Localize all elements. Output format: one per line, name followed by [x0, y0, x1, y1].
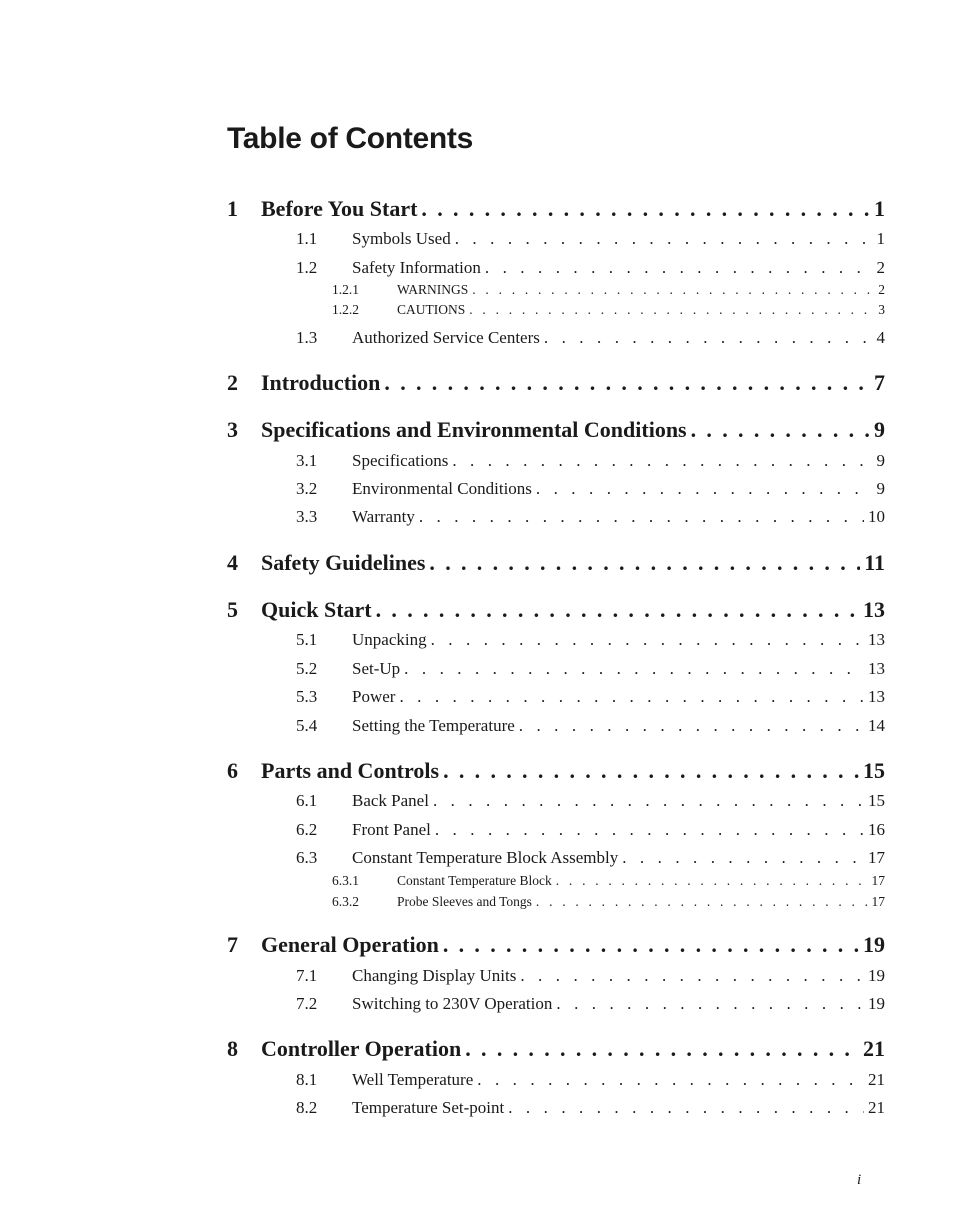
dot-leader — [452, 451, 872, 471]
entry-page: 9 — [876, 451, 885, 470]
toc-entry-1-3[interactable] — [296, 328, 885, 348]
dot-leader — [556, 994, 864, 1014]
entry-number: 5.3 — [296, 687, 318, 706]
entry-page: 11 — [864, 550, 885, 575]
entry-title: Switching to 230V Operation — [352, 994, 553, 1013]
entry-number: 3.1 — [296, 451, 318, 470]
dot-leader — [536, 894, 868, 910]
entry-title: Probe Sleeves and Tongs — [397, 894, 532, 909]
dot-leader — [477, 1070, 864, 1090]
toc-entry-8-2[interactable] — [296, 1098, 885, 1118]
dot-leader — [431, 630, 864, 650]
page-title: Table of Contents — [227, 122, 474, 155]
entry-number: 7 — [227, 932, 238, 957]
entry-page: 7 — [874, 370, 885, 395]
entry-number: 2 — [227, 370, 238, 395]
entry-title: Specifications — [352, 451, 449, 470]
toc-entry-1[interactable] — [227, 196, 885, 222]
entry-title: Before You Start — [261, 196, 418, 221]
toc-entry-1-2[interactable] — [296, 258, 885, 278]
entry-title: Environmental Conditions — [352, 479, 532, 498]
entry-number: 8.2 — [296, 1098, 318, 1117]
entry-title: Set-Up — [352, 659, 401, 678]
entry-title: Temperature Set-point — [352, 1098, 505, 1117]
entry-page: 15 — [868, 791, 885, 810]
dot-leader — [691, 417, 870, 443]
entry-title: Changing Display Units — [352, 966, 517, 985]
entry-page: 10 — [868, 507, 885, 526]
toc-entry-6-3-2[interactable] — [332, 894, 885, 910]
toc-entry-8-1[interactable] — [296, 1070, 885, 1090]
entry-title: Introduction — [261, 370, 381, 395]
toc-entry-3-2[interactable] — [296, 479, 885, 499]
entry-page: 4 — [876, 328, 885, 347]
entry-title: Specifications and Environmental Conditions — [261, 417, 687, 442]
toc-entry-5-3[interactable] — [296, 687, 885, 707]
entry-number: 6.3.1 — [332, 873, 359, 888]
entry-page: 17 — [871, 873, 885, 888]
entry-page: 9 — [874, 417, 885, 442]
entry-page: 19 — [868, 966, 885, 985]
toc-entry-3-3[interactable] — [296, 507, 885, 527]
entry-number: 8 — [227, 1036, 238, 1061]
dot-leader — [508, 1098, 864, 1118]
toc-entry-6-3[interactable] — [296, 848, 885, 868]
dot-leader — [485, 258, 873, 278]
toc-entry-1-1[interactable] — [296, 229, 885, 249]
entry-title: Constant Temperature Block — [397, 873, 552, 888]
toc-entry-5-1[interactable] — [296, 630, 885, 650]
entry-number: 6.2 — [296, 820, 318, 839]
entry-number: 7.2 — [296, 994, 318, 1013]
entry-title: Quick Start — [261, 597, 372, 622]
toc-entry-3-1[interactable] — [296, 451, 885, 471]
entry-number: 7.1 — [296, 966, 318, 985]
entry-number: 4 — [227, 550, 238, 575]
toc-entry-6-2[interactable] — [296, 820, 885, 840]
entry-number: 3.2 — [296, 479, 318, 498]
entry-number: 1.2 — [296, 258, 318, 277]
entry-number: 6.3 — [296, 848, 318, 867]
dot-leader — [376, 597, 859, 623]
toc-entry-7[interactable] — [227, 932, 885, 958]
entry-number: 5 — [227, 597, 238, 622]
entry-number: 8.1 — [296, 1070, 318, 1089]
dot-leader — [443, 758, 859, 784]
dot-leader — [443, 932, 859, 958]
entry-page: 2 — [878, 282, 885, 297]
entry-page: 16 — [868, 820, 885, 839]
entry-title: Authorized Service Centers — [352, 328, 540, 347]
entry-page: 19 — [863, 932, 885, 957]
entry-page: 21 — [863, 1036, 885, 1061]
entry-title: Power — [352, 687, 396, 706]
toc-entry-4[interactable] — [227, 550, 885, 576]
toc-entry-1-2-2[interactable] — [332, 302, 885, 318]
entry-number: 1 — [227, 196, 238, 221]
entry-title: Controller Operation — [261, 1036, 462, 1061]
entry-page: 1 — [876, 229, 885, 248]
toc-entry-6-3-1[interactable] — [332, 873, 885, 889]
dot-leader — [429, 550, 860, 576]
entry-number: 3.3 — [296, 507, 318, 526]
entry-title: Parts and Controls — [261, 758, 440, 783]
toc-entry-2[interactable] — [227, 370, 885, 396]
toc-entry-8[interactable] — [227, 1036, 885, 1062]
dot-leader — [536, 479, 873, 499]
dot-leader — [404, 659, 864, 679]
dot-leader — [384, 370, 870, 396]
dot-leader — [520, 966, 864, 986]
entry-page: 2 — [876, 258, 885, 277]
entry-number: 1.3 — [296, 328, 318, 347]
entry-number: 1.2.2 — [332, 302, 359, 317]
entry-number: 1.2.1 — [332, 282, 359, 297]
entry-title: Constant Temperature Block Assembly — [352, 848, 619, 867]
entry-page: 9 — [876, 479, 885, 498]
entry-number: 3 — [227, 417, 238, 442]
entry-title: WARNINGS — [397, 282, 469, 297]
dot-leader — [519, 716, 864, 736]
dot-leader — [455, 229, 873, 249]
entry-title: Safety Guidelines — [261, 550, 426, 575]
dot-leader — [419, 507, 864, 527]
entry-title: Setting the Temperature — [352, 716, 515, 735]
toc-entry-5-4[interactable] — [296, 716, 885, 736]
entry-number: 6.3.2 — [332, 894, 359, 909]
toc-entry-7-2[interactable] — [296, 994, 885, 1014]
toc-entry-5[interactable] — [227, 597, 885, 623]
entry-page: 21 — [868, 1098, 885, 1117]
entry-page: 1 — [874, 196, 885, 221]
entry-title: Unpacking — [352, 630, 427, 649]
entry-page: 13 — [868, 659, 885, 678]
dot-leader — [435, 820, 864, 840]
dot-leader — [469, 302, 874, 318]
entry-number: 5.2 — [296, 659, 318, 678]
entry-page: 14 — [868, 716, 885, 735]
entry-page: 17 — [868, 848, 885, 867]
entry-page: 21 — [868, 1070, 885, 1089]
entry-title: Back Panel — [352, 791, 429, 810]
entry-title: Symbols Used — [352, 229, 451, 248]
entry-number: 1.1 — [296, 229, 318, 248]
entry-page: 13 — [868, 630, 885, 649]
entry-number: 6.1 — [296, 791, 318, 810]
dot-leader — [556, 873, 868, 889]
page-number: i — [857, 1172, 862, 1188]
entry-number: 6 — [227, 758, 238, 783]
entry-page: 19 — [868, 994, 885, 1013]
entry-title: Front Panel — [352, 820, 431, 839]
entry-number: 5.1 — [296, 630, 318, 649]
toc-entry-5-2[interactable] — [296, 659, 885, 679]
dot-leader — [544, 328, 873, 348]
toc-entry-6-1[interactable] — [296, 791, 885, 811]
toc-entry-1-2-1[interactable] — [332, 282, 885, 298]
toc-entry-6[interactable] — [227, 758, 885, 784]
dot-leader — [465, 1036, 859, 1062]
entry-title: General Operation — [261, 932, 439, 957]
entry-title: Warranty — [352, 507, 415, 526]
entry-page: 15 — [863, 758, 885, 783]
entry-page: 13 — [868, 687, 885, 706]
toc-entry-3[interactable] — [227, 417, 885, 443]
entry-title: CAUTIONS — [397, 302, 466, 317]
entry-number: 5.4 — [296, 716, 318, 735]
dot-leader — [399, 687, 864, 707]
dot-leader — [433, 791, 864, 811]
dot-leader — [421, 196, 870, 222]
entry-title: Safety Information — [352, 258, 481, 277]
entry-page: 13 — [863, 597, 885, 622]
entry-page: 17 — [871, 894, 885, 909]
dot-leader — [622, 848, 864, 868]
entry-title: Well Temperature — [352, 1070, 474, 1089]
dot-leader — [472, 282, 874, 298]
toc-entry-7-1[interactable] — [296, 966, 885, 986]
entry-page: 3 — [878, 302, 885, 317]
